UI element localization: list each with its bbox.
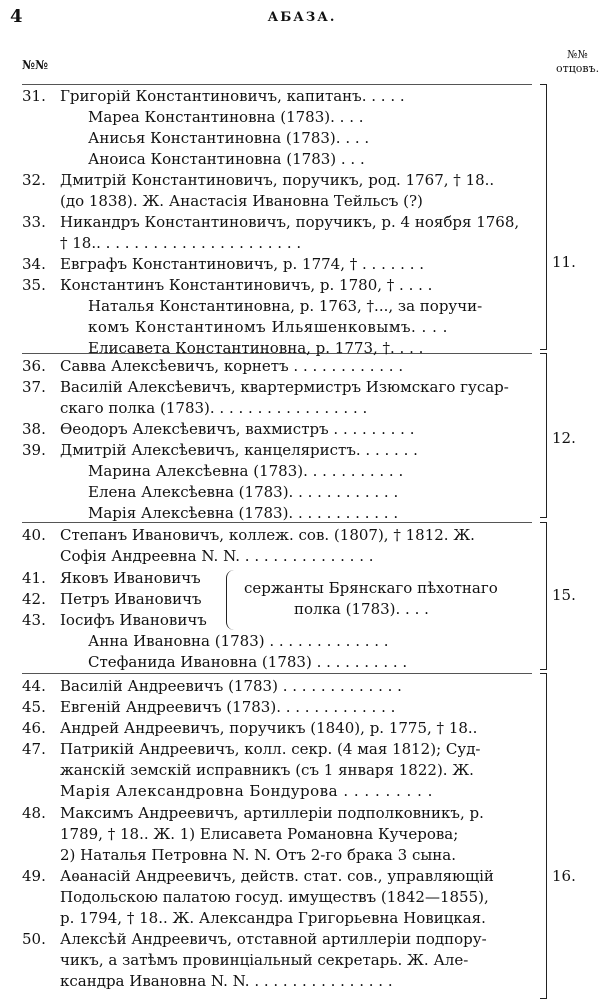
- entry-text: Наталья Константиновна, р. 1763, †..., за поручи-: [88, 297, 483, 315]
- entry-number: 39.: [22, 441, 46, 459]
- entry-text: р. 1794, † 18.. Ж. Александра Григорьевна Новицкая.: [60, 909, 486, 927]
- entry-number: 36.: [22, 357, 46, 375]
- entry-text: сержанты Брянскаго пѣхотнаго: [244, 579, 498, 597]
- entry-number: 43.: [22, 611, 46, 629]
- separator-line: [22, 84, 532, 85]
- group-ref-15: 15.: [552, 586, 576, 604]
- entry-number: 41.: [22, 569, 46, 587]
- entry-text: Марія Александровна Бондурова . . . . . . . . .: [60, 782, 433, 800]
- entry-text: Анисья Константиновна (1783). . . .: [88, 129, 370, 147]
- entry-text: комъ Константиномъ Ильяшенковымъ. . . .: [88, 318, 448, 336]
- entry-text: Константинъ Константиновичъ, р. 1780, † . . . .: [60, 276, 433, 294]
- page-number: 4: [10, 6, 23, 27]
- entry-text: Евграфъ Константиновичъ, р. 1774, † . . . . . . .: [60, 255, 424, 273]
- entry-text: Дмитрій Алексѣевичъ, канцеляристъ. . . . . . .: [60, 441, 418, 459]
- entry-number: 42.: [22, 590, 46, 608]
- group-bracket-16: [540, 673, 547, 999]
- entry-text: † 18.. . . . . . . . . . . . . . . . . . . . . .: [60, 234, 302, 252]
- group-bracket-11: [540, 84, 547, 350]
- entry-number: 49.: [22, 867, 46, 885]
- entry-text: Аноиса Константиновна (1783) . . .: [88, 150, 365, 168]
- column-fathers-header: [556, 48, 599, 76]
- entry-number: 38.: [22, 420, 46, 438]
- entry-number: 48.: [22, 804, 46, 822]
- page-title: АБАЗА.: [267, 10, 337, 25]
- entry-text: Савва Алексѣевичъ, корнетъ . . . . . . . . . . . .: [60, 357, 404, 375]
- entry-text: чикъ, а затѣмъ провинціальный секретарь. Ж. Але-: [60, 951, 469, 969]
- entry-text: Максимъ Андреевичъ, артиллеріи подполковникъ, р.: [60, 804, 484, 822]
- entry-number: 50.: [22, 930, 46, 948]
- entry-text: Василій Андреевичъ (1783) . . . . . . . . . . . . .: [60, 677, 402, 695]
- entry-text: Марина Алексѣевна (1783). . . . . . . . . . .: [88, 462, 404, 480]
- entry-text: Алексѣй Андреевичъ, отставной артиллеріи подпору-: [60, 930, 487, 948]
- entry-number: 45.: [22, 698, 46, 716]
- entry-number: 37.: [22, 378, 46, 396]
- entry-text: Степанъ Ивановичъ, коллеж. сов. (1807), † 1812. Ж.: [60, 526, 475, 544]
- entry-text: 1789, † 18.. Ж. 1) Елисавета Романовна Кучерова;: [60, 825, 459, 843]
- entry-text: Патрикій Андреевичъ, колл. секр. (4 мая 1812); Суд-: [60, 740, 481, 758]
- entry-text: Петръ Ивановичъ: [60, 590, 202, 608]
- entry-number: 47.: [22, 740, 46, 758]
- entry-text: Аѳанасій Андреевичъ, действ. стат. сов., управляющій: [60, 867, 494, 885]
- brace: [226, 570, 235, 630]
- entry-text: жанскій земскій исправникъ (съ 1 января 1822). Ж.: [60, 761, 474, 779]
- entry-text: Подольскою палатою госуд. имуществъ (1842—1855),: [60, 888, 489, 906]
- entry-number: 34.: [22, 255, 46, 273]
- entry-text: Григорій Константиновичъ, капитанъ. . . . .: [60, 87, 405, 105]
- entry-text: Ѳеодоръ Алексѣевичъ, вахмистръ . . . . . . . . .: [60, 420, 415, 438]
- entry-text: Никандръ Константиновичъ, поручикъ, р. 4 ноября 1768,: [60, 213, 520, 231]
- entry-text: Мареа Константиновна (1783). . . .: [88, 108, 364, 126]
- group-bracket-12: [540, 353, 547, 518]
- entry-text: Василій Алексѣевичъ, квартермистръ Изюмскаго гусар-: [60, 378, 509, 396]
- separator-line: [22, 673, 532, 674]
- entry-number: 40.: [22, 526, 46, 544]
- entry-text: 2) Наталья Петровна N. N. Отъ 2-го брака 3 сына.: [60, 846, 456, 864]
- entry-text: Софія Андреевна N. N. . . . . . . . . . . . . . .: [60, 547, 374, 565]
- entry-number: 44.: [22, 677, 46, 695]
- group-ref-16: 16.: [552, 867, 576, 885]
- entry-text: Анна Ивановна (1783) . . . . . . . . . . . . .: [88, 632, 389, 650]
- entry-text: Андрей Андреевичъ, поручикъ (1840), р. 1775, † 18..: [60, 719, 478, 737]
- column-number-header: №№: [22, 58, 49, 72]
- group-bracket-15: [540, 522, 547, 670]
- entry-text: Дмитрій Константиновичъ, поручикъ, род. 1767, † 18..: [60, 171, 495, 189]
- column-fathers-header-line1: №№: [567, 48, 588, 61]
- entry-number: 33.: [22, 213, 46, 231]
- entry-text: скаго полка (1783). . . . . . . . . . . . . . . . .: [60, 399, 368, 417]
- entry-number: 31.: [22, 87, 46, 105]
- entry-text: (до 1838). Ж. Анастасія Ивановна Тейльсъ (?): [60, 192, 423, 210]
- entry-number: 32.: [22, 171, 46, 189]
- entry-text: Іосифъ Ивановичъ: [60, 611, 207, 629]
- group-ref-12: 12.: [552, 429, 576, 447]
- entry-text: ксандра Ивановна N. N. . . . . . . . . . . . . . . .: [60, 972, 393, 990]
- entry-text: Елена Алексѣевна (1783). . . . . . . . . . . .: [88, 483, 399, 501]
- column-fathers-header-line2: отцовъ.: [556, 62, 600, 75]
- entry-number: 46.: [22, 719, 46, 737]
- entry-text: полка (1783). . . .: [294, 600, 429, 618]
- group-ref-11: 11.: [552, 253, 576, 271]
- entry-text: Марія Алексѣевна (1783). . . . . . . . . . . .: [88, 504, 399, 522]
- entry-text: Евгеній Андреевичъ (1783). . . . . . . . . . . . .: [60, 698, 396, 716]
- entry-number: 35.: [22, 276, 46, 294]
- entry-text: Стефанида Ивановна (1783) . . . . . . . . . .: [88, 653, 408, 671]
- entry-text: Яковъ Ивановичъ: [60, 569, 201, 587]
- entry-text: Елисавета Константиновна, р. 1773, †. . . .: [88, 339, 424, 357]
